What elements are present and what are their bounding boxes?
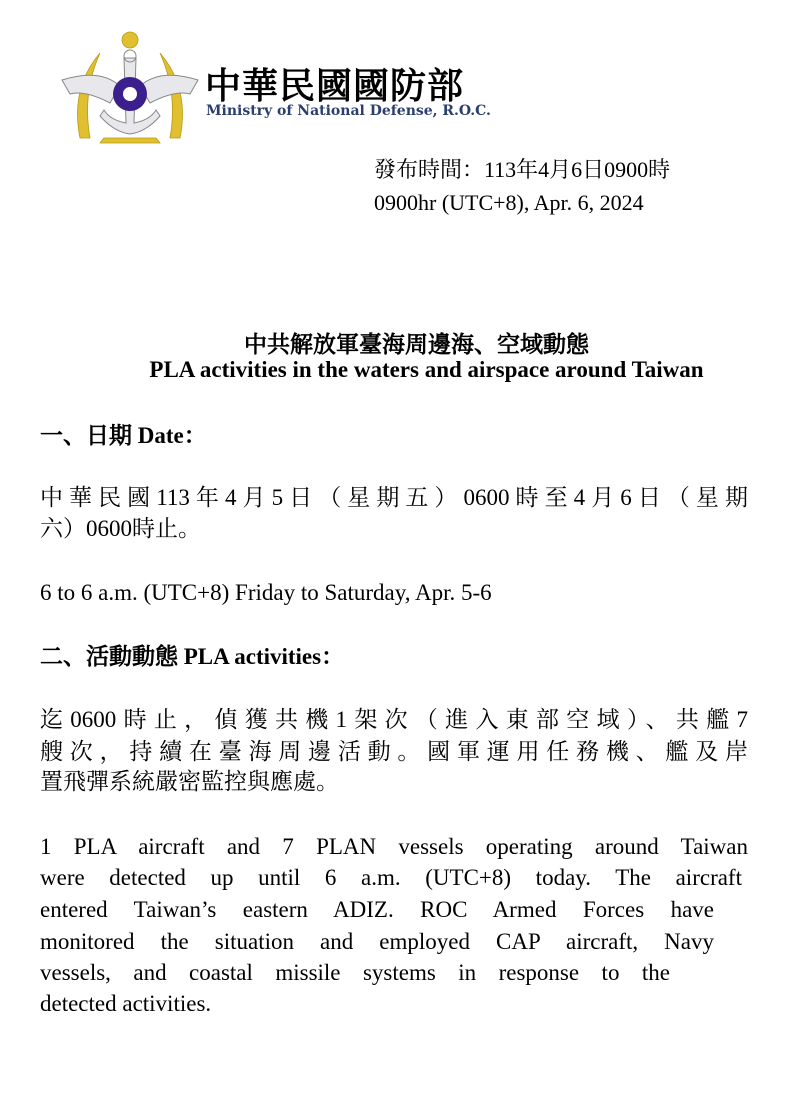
release-time-zh: 發布時間：113年4月6日0900時 bbox=[374, 157, 671, 182]
section1-en: 6 to 6 a.m. (UTC+8) Friday to Saturday, Apr. 5-6 bbox=[40, 580, 492, 605]
section1-heading: 一、日期 Date： bbox=[40, 423, 207, 448]
section1-zh-line: 中華民國113年4月5日（星期五）0600時至4月6日（星期 bbox=[40, 485, 748, 510]
section2-heading: 二、活動動態 PLA activities： bbox=[40, 644, 345, 669]
section2-zh-line: 置飛彈系統嚴密監控與應處。 bbox=[40, 769, 339, 794]
release-time-en: 0900hr (UTC+8), Apr. 6, 2024 bbox=[374, 190, 644, 215]
org-name-en: Ministry of National Defense, R.O.C. bbox=[206, 103, 491, 119]
section2-en-line: 1 PLA aircraft and 7 PLAN vessels operating around Taiwan bbox=[40, 834, 748, 859]
section2-en-line: entered Taiwan’s eastern ADIZ. ROC Armed Forces have bbox=[40, 897, 714, 922]
section1-zh-line: 六）0600時止。 bbox=[40, 516, 201, 541]
title-zh: 中共解放軍臺海周邊海、空域動態 bbox=[244, 332, 589, 357]
section2-zh-line: 艘次，持續在臺海周邊活動。國軍運用任務機、艦及岸 bbox=[40, 739, 748, 764]
title-en: PLA activities in the waters and airspace around Taiwan bbox=[149, 357, 704, 382]
section2-zh-line: 迄0600時止，偵獲共機1架次（進入東部空域）、共艦7 bbox=[40, 707, 748, 732]
section2-en-line: monitored the situation and employed CAP aircraft, Navy bbox=[40, 929, 714, 954]
section2-en-line: detected activities. bbox=[40, 991, 212, 1016]
section2-en-line: were detected up until 6 a.m. (UTC+8) today. The aircraft bbox=[40, 865, 742, 890]
section2-en-line: vessels, and coastal missile systems in response to the bbox=[40, 960, 670, 985]
ministry-emblem-logo bbox=[60, 28, 200, 148]
org-name-zh: 中華民國國防部 bbox=[205, 65, 465, 107]
